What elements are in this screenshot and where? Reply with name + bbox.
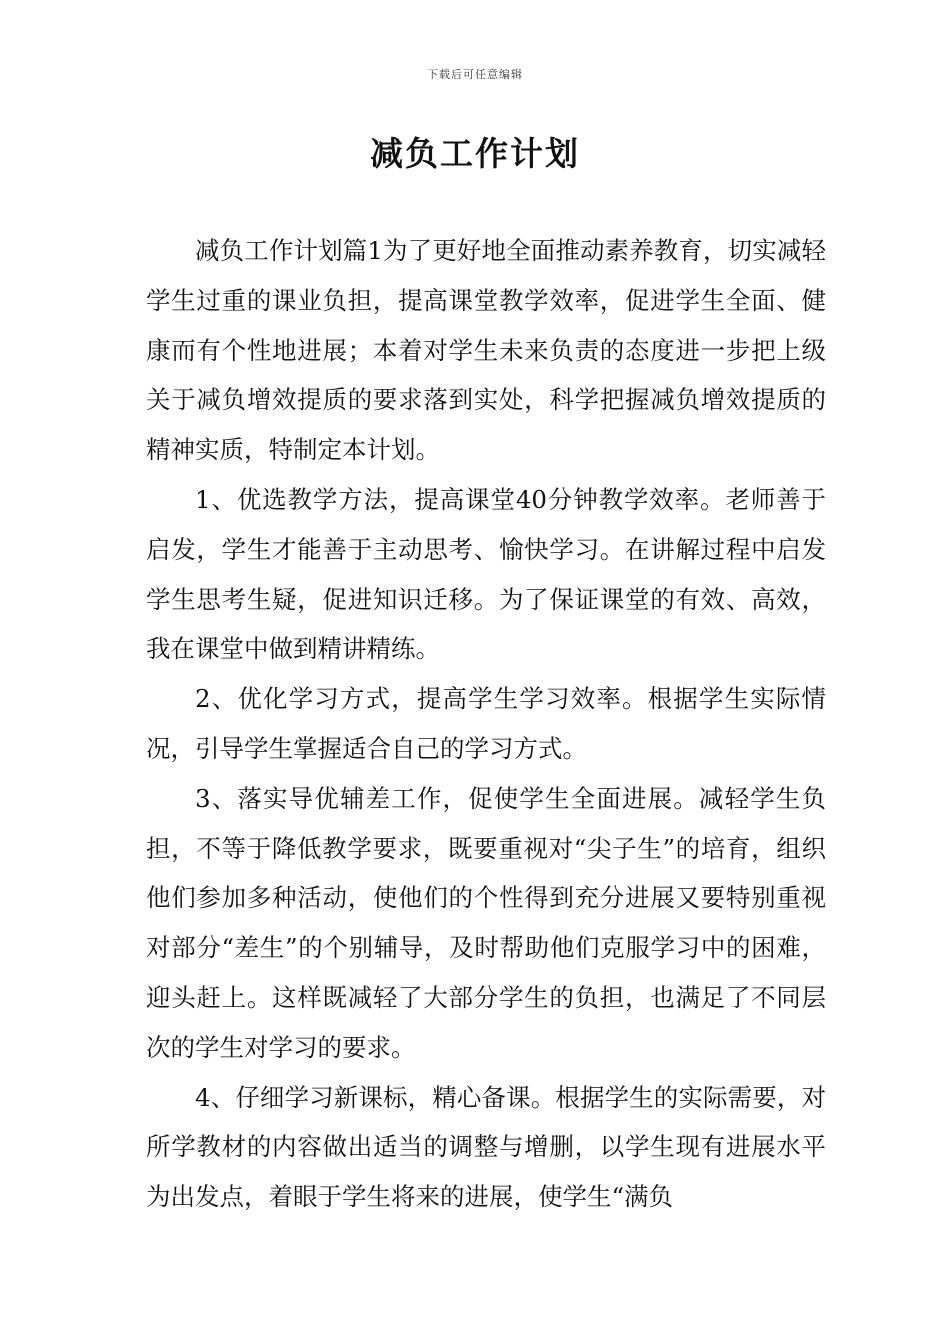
paragraph-item-2: 2、优化学习方式，提高学生学习效率。根据学生实际情况，引导学生掌握适合自己的学习方式。: [146, 684, 826, 763]
header-note: 下载后可任意编辑: [427, 68, 523, 81]
document-body: [146, 226, 826, 1222]
document-title: 减负工作计划: [370, 134, 580, 173]
paragraph-item-4: 4、仔细学习新课标，精心备课。根据学生的实际需要，对所学教材的内容做出适当的调整与增删，以学生现有进展水平为出发点，着眼于学生将来的进展，使学生“满负: [146, 1082, 826, 1212]
paragraph-item-3: 3、落实导优辅差工作，促使学生全面进展。减轻学生负担，不等于降低教学要求，既要重视对“尖子生”的培育，组织他们参加多种活动，使他们的个性得到充分进展又要特别重视对部分“差生”的个别辅导，及时帮助他们克服学习中的困难，迎头赶上。这样既减轻了大部分学生的负担，也满足了不同层次的学生对学习的要求。: [146, 783, 826, 1062]
paragraph-item-1: 1、优选教学方法，提高课堂40分钟教学效率。老师善于启发，学生才能善于主动思考、愉快学习。在讲解过程中启发学生思考生疑，促进知识迁移。为了保证课堂的有效、高效，我在课堂中做到精讲精练。: [146, 484, 826, 664]
paragraph-intro: 减负工作计划篇1为了更好地全面推动素养教育，切实减轻学生过重的课业负担，提高课堂教学效率，促进学生全面、健康而有个性地进展；本着对学生未来负责的态度进一步把上级关于减负增效提质的要求落到实处，科学把握减负增效提质的精神实质，特制定本计划。: [146, 236, 826, 465]
